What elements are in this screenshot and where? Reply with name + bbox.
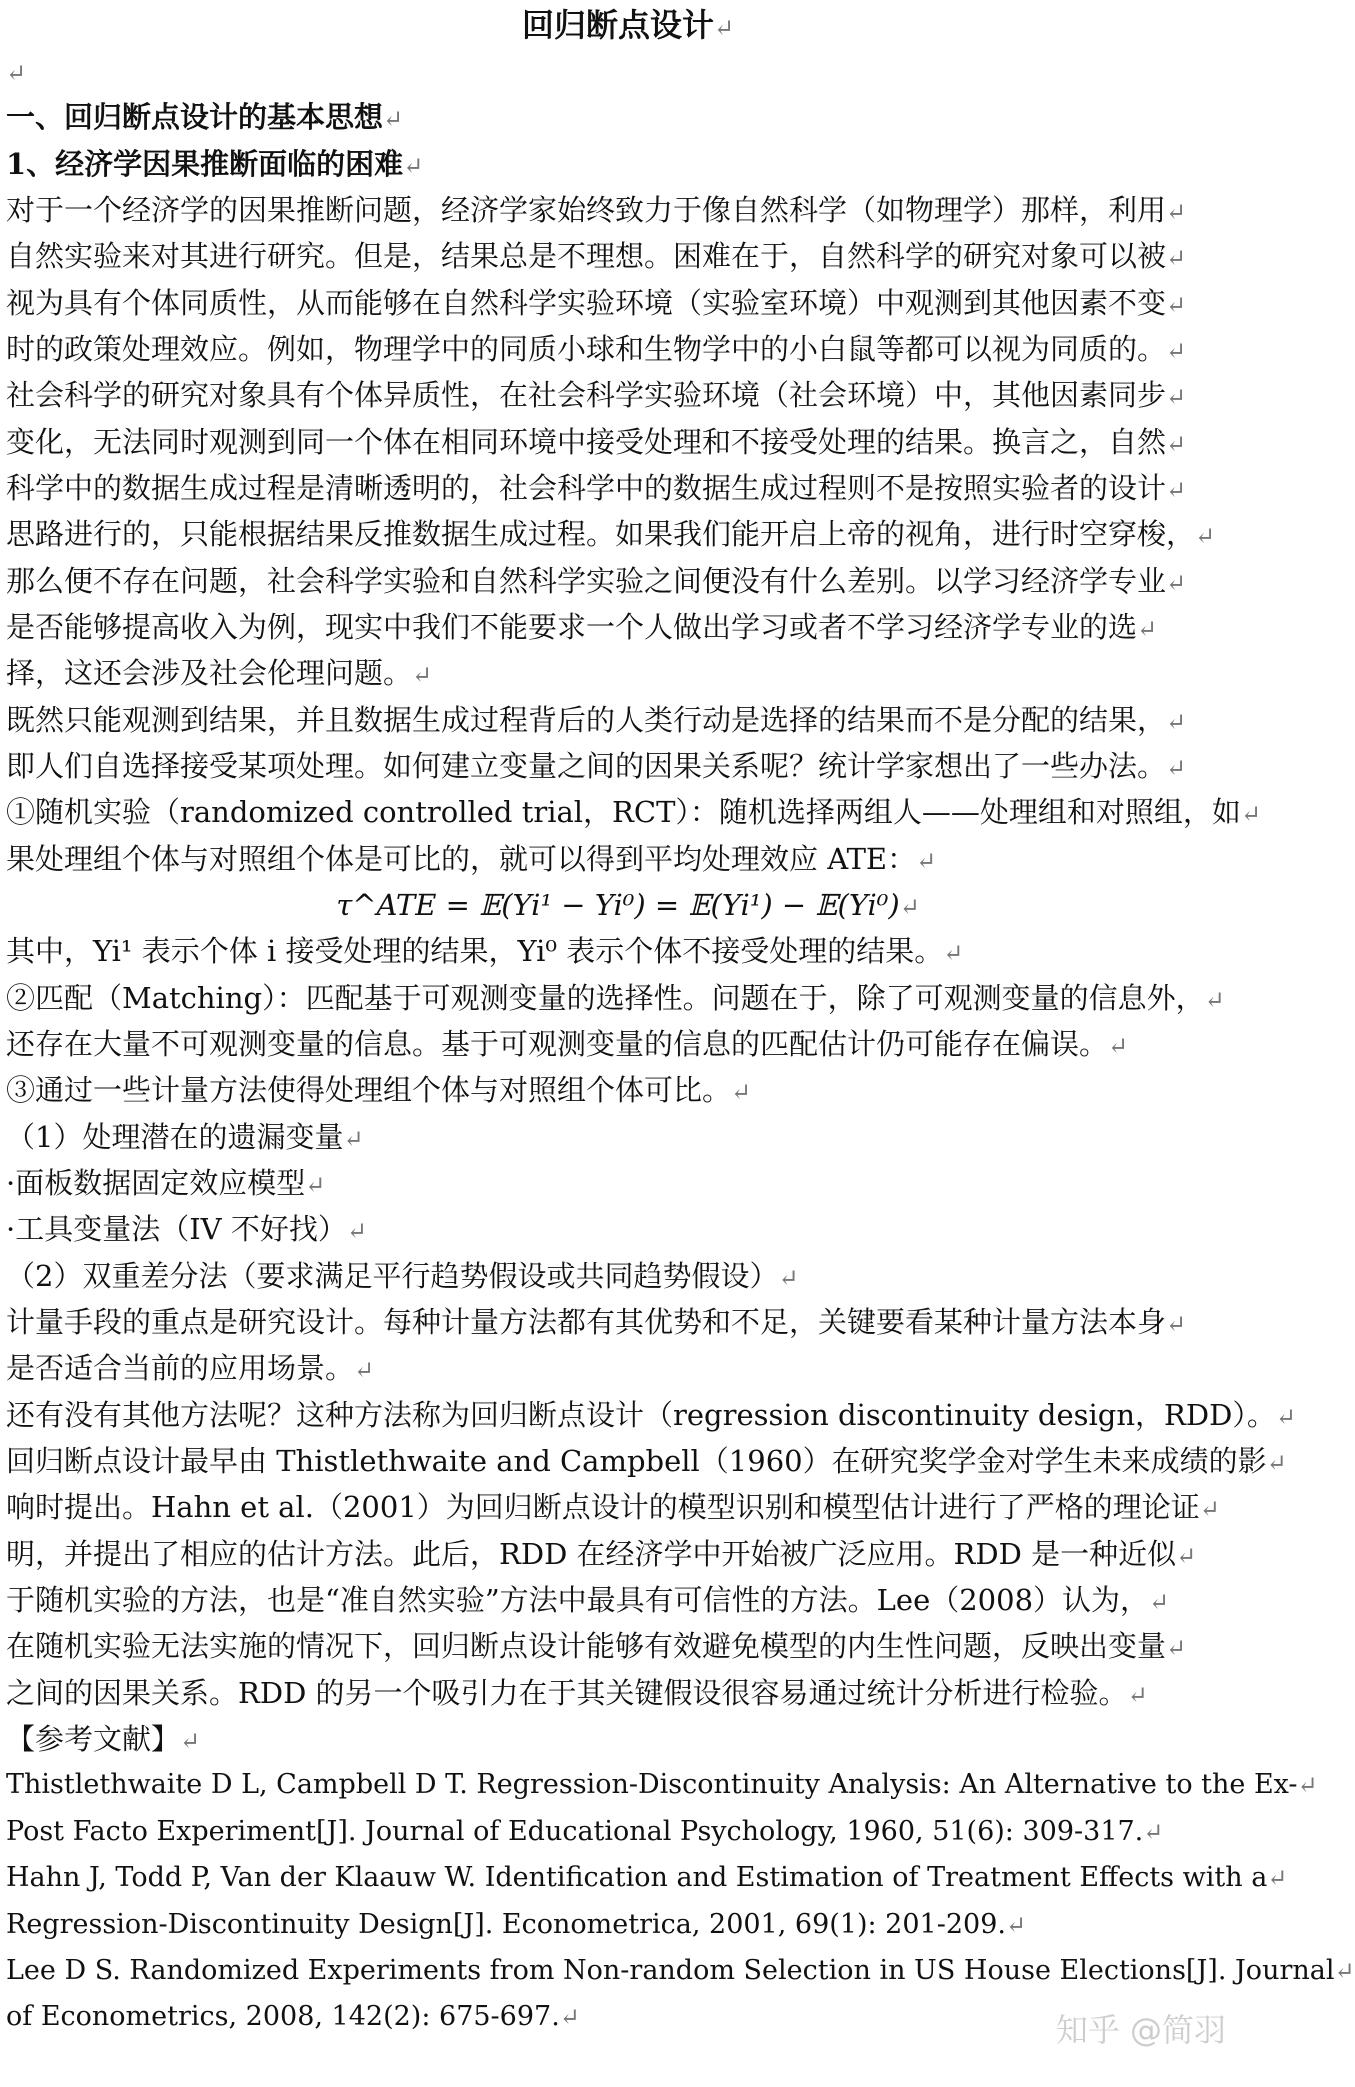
text-line: ①随机实验（randomized controlled trial，RCT）：随机选择两组人——处理组和对照组，如↵ <box>6 795 1262 829</box>
paragraph-mark-icon: ↵ <box>1240 800 1262 828</box>
text-line: ·面板数据固定效应模型↵ <box>6 1166 326 1200</box>
paragraph-mark-icon: ↵ <box>731 1078 752 1106</box>
paragraph-mark-icon: ↵ <box>1127 1681 1148 1709</box>
paragraph-mark-icon: ↵ <box>1143 1818 1164 1846</box>
paragraph-mark-icon: ↵ <box>778 1264 799 1292</box>
text-line: 对于一个经济学的因果推断问题，经济学家始终致力于像自然科学（如物理学）那样，利用↵ <box>6 193 1187 227</box>
paragraph-mark-icon: ↵ <box>1176 1542 1197 1570</box>
text-line: 一、回归断点设计的基本思想↵ <box>6 100 404 134</box>
paragraph-mark-icon: ↵ <box>1108 1032 1129 1060</box>
paragraph-mark-icon: ↵ <box>383 105 404 133</box>
paragraph-mark-icon: ↵ <box>1166 754 1187 782</box>
text-line: 响时提出。Hahn et al.（2001）为回归断点设计的模型识别和模型估计进行了严格的理论证↵ <box>6 1490 1220 1524</box>
paragraph-mark-icon: ↵ <box>1166 337 1187 365</box>
text-line: 【参考文献】↵ <box>6 1722 201 1756</box>
text-line: Hahn J, Todd P, Van der Klaauw W. Identification and Estimation of Treatment Effects with a↵ <box>6 1862 1288 1893</box>
text-line: 即人们自选择接受某项处理。如何建立变量之间的因果关系呢？统计学家想出了一些办法。↵ <box>6 749 1187 783</box>
text-line: 自然实验来对其进行研究。但是，结果总是不理想。困难在于，自然科学的研究对象可以被↵ <box>6 239 1187 273</box>
text-line: 回归断点设计最早由 Thistlethwaite and Campbell（1960）在研究奖学金对学生未来成绩的影↵ <box>6 1444 1287 1478</box>
text-line: ②匹配（Matching）：匹配基于可观测变量的选择性。问题在于，除了可观测变量的信息外，↵ <box>6 981 1225 1015</box>
paragraph-mark-icon: ↵ <box>1204 986 1225 1014</box>
paragraph-mark-icon: ↵ <box>1334 1957 1355 1985</box>
text-line: 择，这还会涉及社会伦理问题。↵ <box>6 656 433 690</box>
paragraph-mark-icon: ↵ <box>346 1217 367 1245</box>
paragraph-mark-icon: ↵ <box>559 2003 580 2031</box>
text-line: 思路进行的，只能根据结果反推数据生成过程。如果我们能开启上帝的视角，进行时空穿梭，↵ <box>6 517 1216 551</box>
paragraph-mark-icon: ↵ <box>916 847 937 875</box>
text-line: 在随机实验无法实施的情况下，回归断点设计能够有效避免模型的内生性问题，反映出变量↵ <box>6 1629 1187 1663</box>
paragraph-mark-icon: ↵ <box>1267 1864 1288 1892</box>
paragraph-mark-icon: ↵ <box>1149 1588 1170 1616</box>
paragraph-mark-icon: ↵ <box>1275 1403 1296 1431</box>
text-line: 那么便不存在问题，社会科学实验和自然科学实验之间便没有什么差别。以学习经济学专业↵ <box>6 564 1187 598</box>
paragraph-mark-icon: ↵ <box>354 1356 375 1384</box>
paragraph-mark-icon: ↵ <box>6 59 27 87</box>
text-line: （1）处理潜在的遗漏变量↵ <box>6 1120 364 1154</box>
paragraph-mark-icon: ↵ <box>1166 1634 1187 1662</box>
paragraph-mark-icon: ↵ <box>1166 198 1187 226</box>
paragraph-mark-icon: ↵ <box>412 661 433 689</box>
paragraph-mark-icon: ↵ <box>1166 430 1187 458</box>
text-line: Regression-Discontinuity Design[J]. Econometrica, 2001, 69(1): 201-209.↵ <box>6 1909 1027 1940</box>
paragraph-mark-icon: ↵ <box>1166 708 1187 736</box>
paragraph-mark-icon: ↵ <box>943 939 964 967</box>
text-line: ·工具变量法（IV 不好找）↵ <box>6 1212 367 1246</box>
document-title: 回归断点设计↵ <box>521 6 735 44</box>
text-line: 果处理组个体与对照组个体是可比的，就可以得到平均处理效应 ATE：↵ <box>6 842 937 876</box>
paragraph-mark-icon: ↵ <box>1166 291 1187 319</box>
text-line <box>6 48 1250 96</box>
text-line: 于随机实验的方法，也是“准自然实验”方法中最具有可信性的方法。Lee（2008）认为，↵ <box>6 1583 1170 1617</box>
paragraph-mark-icon: ↵ <box>305 1171 326 1199</box>
paragraph-mark-icon: ↵ <box>343 1125 364 1153</box>
text-line: 明，并提出了相应的估计方法。此后，RDD 在经济学中开始被广泛应用。RDD 是一种近似↵ <box>6 1537 1197 1571</box>
text-line: Thistlethwaite D L, Campbell D T. Regression-Discontinuity Analysis: An Alternative to the Ex-↵ <box>6 1769 1318 1800</box>
text-line: 之间的因果关系。RDD 的另一个吸引力在于其关键假设很容易通过统计分析进行检验。↵ <box>6 1676 1148 1710</box>
text-line: Lee D S. Randomized Experiments from Non-random Selection in US House Elections[J]. Journal↵ <box>6 1955 1355 1986</box>
text-line: 变化，无法同时观测到同一个体在相同环境中接受处理和不接受处理的结果。换言之，自然↵ <box>6 425 1187 459</box>
paragraph-mark-icon: ↵ <box>1166 244 1187 272</box>
ate-formula: τ^ATE = 𝔼(Yi¹ − Yi⁰) = 𝔼(Yi¹) − 𝔼(Yi⁰)↵ <box>336 888 920 922</box>
text-line: 还有没有其他方法呢？这种方法称为回归断点设计（regression discontinuity design，RDD）。↵ <box>6 1398 1296 1432</box>
paragraph-mark-icon: ↵ <box>1195 522 1216 550</box>
paragraph-mark-icon: ↵ <box>1199 1495 1220 1523</box>
text-line: 既然只能观测到结果，并且数据生成过程背后的人类行动是选择的结果而不是分配的结果，↵ <box>6 703 1187 737</box>
text-line: 科学中的数据生成过程是清晰透明的，社会科学中的数据生成过程则不是按照实验者的设计↵ <box>6 471 1187 505</box>
paragraph-mark-icon: ↵ <box>1166 569 1187 597</box>
paragraph-mark-icon: ↵ <box>1005 1911 1027 1939</box>
text-line: 计量手段的重点是研究设计。每种计量方法都有其优势和不足，关键要看某种计量方法本身↵ <box>6 1305 1187 1339</box>
text-line: 时的政策处理效应。例如，物理学中的同质小球和生物学中的小白鼠等都可以视为同质的。↵ <box>6 332 1187 366</box>
text-line: 还存在大量不可观测变量的信息。基于可观测变量的信息的匹配估计仍可能存在偏误。↵ <box>6 1027 1129 1061</box>
text-line: 是否适合当前的应用场景。↵ <box>6 1351 375 1385</box>
paragraph-mark-icon: ↵ <box>403 152 424 180</box>
zhihu-watermark: 知乎 @简羽 <box>1055 2011 1226 2049</box>
text-line: ③通过一些计量方法使得处理组个体与对照组个体可比。↵ <box>6 1073 752 1107</box>
paragraph-mark-icon: ↵ <box>1166 1310 1187 1338</box>
text-line: （2）双重差分法（要求满足平行趋势假设或共同趋势假设）↵ <box>6 1259 799 1293</box>
paragraph-mark-icon: ↵ <box>899 893 920 921</box>
text-line: 1、经济学因果推断面临的困难↵ <box>6 147 424 181</box>
paragraph-mark-icon: ↵ <box>1166 476 1187 504</box>
paragraph-mark-icon: ↵ <box>1137 615 1158 643</box>
text-line: of Econometrics, 2008, 142(2): 675-697.↵ <box>6 2001 580 2032</box>
paragraph-mark-icon: ↵ <box>180 1727 201 1755</box>
paragraph-mark-icon: ↵ <box>1266 1449 1287 1477</box>
text-line: 视为具有个体同质性，从而能够在自然科学实验环境（实验室环境）中观测到其他因素不变↵ <box>6 286 1187 320</box>
paragraph-mark-icon: ↵ <box>1297 1771 1318 1799</box>
text-line: 是否能够提高收入为例，现实中我们不能要求一个人做出学习或者不学习经济学专业的选↵ <box>6 610 1158 644</box>
paragraph-mark-icon: ↵ <box>1166 383 1187 411</box>
text-line: 其中，Yi¹ 表示个体 i 接受处理的结果，Yi⁰ 表示个体不接受处理的结果。↵ <box>6 934 964 968</box>
text-line: Post Facto Experiment[J]. Journal of Educational Psychology, 1960, 51(6): 309-317.↵ <box>6 1816 1164 1847</box>
text-line: 社会科学的研究对象具有个体异质性，在社会科学实验环境（社会环境）中，其他因素同步↵ <box>6 378 1187 412</box>
